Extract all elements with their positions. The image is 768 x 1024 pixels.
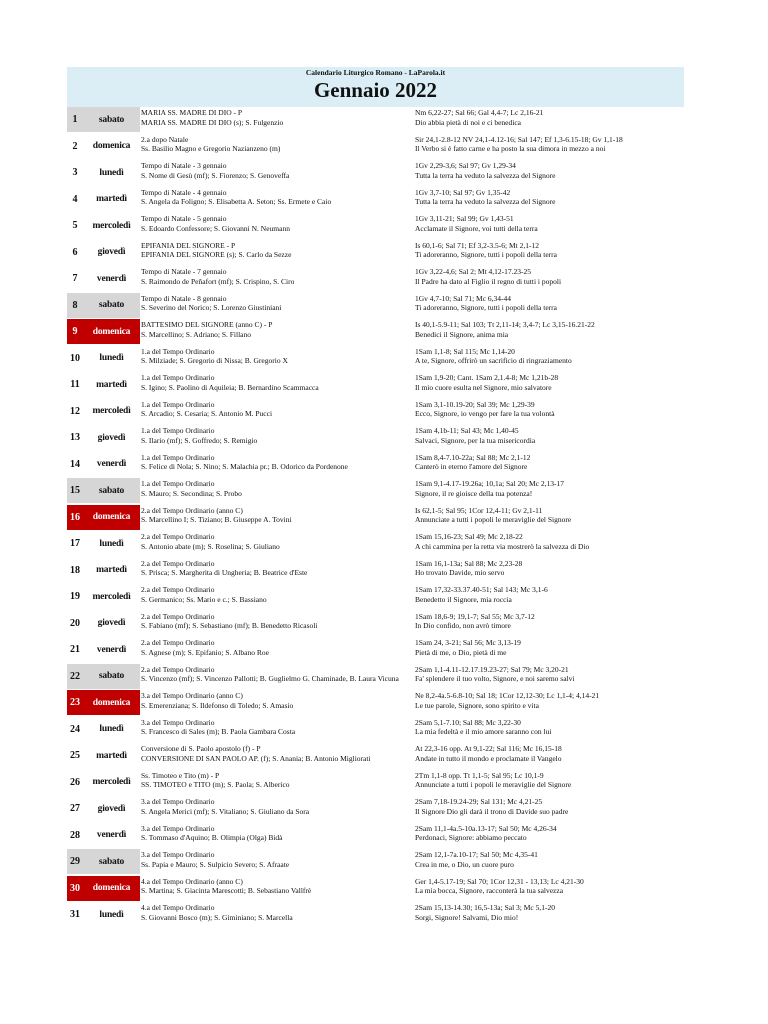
day-row — [67, 319, 684, 346]
celebration-title: Tempo di Natale - 3 gennaio — [141, 161, 227, 170]
psalm-response: Andate in tutto il mondo e proclamate il Vangelo — [415, 753, 562, 763]
celebration-title: 1.a del Tempo Ordinario — [141, 399, 215, 409]
readings-references: 2Sam 12,1-7a.10-17; Sal 50; Mc 4,35-41 — [415, 850, 538, 859]
psalm-response: Tutta la terra ha veduto la salvezza del Signore — [415, 170, 556, 180]
weekday-label: mercoledì — [92, 406, 131, 416]
saints-of-day: S. Severino del Norico; S. Lorenzo Giustiniani — [141, 303, 282, 312]
day-row — [67, 558, 684, 585]
readings-references: 1Sam 17,32-33.37.40-51; Sal 143; Mc 3,1-6 — [415, 585, 548, 594]
readings-references: 1Gv 2,29-3,6; Sal 97; Gv 1,29-34 — [415, 161, 516, 170]
psalm-response: Sorgi, Signore! Salvami, Dio mio! — [415, 912, 519, 922]
day-row — [67, 849, 684, 876]
readings-cell — [415, 718, 690, 737]
weekday-label: venerdì — [96, 459, 127, 469]
readings-cell — [415, 771, 690, 790]
day-number: 19 — [70, 591, 80, 602]
celebration-cell — [141, 638, 413, 657]
day-row — [67, 690, 684, 717]
day-number: 28 — [70, 829, 80, 841]
weekday-label: sabato — [83, 293, 140, 318]
readings-cell — [415, 188, 690, 207]
day-number: 10 — [70, 352, 80, 364]
celebration-cell — [141, 612, 413, 631]
day-number: 21 — [70, 644, 80, 655]
readings-cell — [415, 294, 690, 313]
day-number: 13 — [70, 432, 80, 443]
celebration-title: BATTESIMO DEL SIGNORE (anno C) - P — [141, 320, 273, 329]
celebration-title: 2.a del Tempo Ordinario — [141, 585, 215, 594]
celebration-title: 3.a del Tempo Ordinario (anno C) — [141, 691, 243, 700]
weekday-label: mercoledì — [92, 220, 131, 231]
readings-references: Is 62,1-5; Sal 95; 1Cor 12,4-11; Gv 2,1-11 — [415, 505, 543, 515]
day-number: 3 — [72, 167, 78, 178]
weekday-label: giovedì — [97, 432, 126, 443]
celebration-cell — [141, 426, 413, 445]
day-row — [67, 717, 684, 744]
readings-references: 1Sam 1,9-20; Cant. 1Sam 2,1.4-8; Mc 1,21b-28 — [415, 373, 559, 382]
celebration-title: 1.a del Tempo Ordinario — [141, 452, 215, 462]
celebration-title: 3.a del Tempo Ordinario — [141, 797, 215, 806]
saints-of-day: MARIA SS. MADRE DI DIO (s); S. Fulgenzio — [141, 117, 284, 127]
day-number: 12 — [70, 405, 80, 417]
day-row — [67, 531, 684, 558]
weekday-label: giovedì — [97, 618, 126, 628]
celebration-cell — [141, 877, 413, 896]
saints-of-day: S. Agnese (m); S. Epifanio; S. Albano Roe — [141, 647, 269, 657]
day-row — [67, 240, 684, 267]
day-row — [67, 346, 684, 373]
weekday-label: lunedì — [99, 353, 124, 363]
celebration-cell — [141, 585, 413, 604]
readings-cell — [415, 691, 690, 710]
day-number: 9 — [67, 319, 83, 344]
psalm-response: Crea in me, o Dio, un cuore puro — [415, 859, 514, 869]
weekday-label: giovedì — [97, 803, 126, 814]
day-row — [67, 478, 684, 505]
day-number: 4 — [72, 193, 78, 205]
saints-of-day: S. Martina; S. Giacinta Marescotti; B. Sebastiano Vallfrè — [141, 886, 312, 895]
readings-cell — [415, 347, 690, 366]
day-number: 18 — [70, 564, 80, 576]
weekday-label: domenica — [83, 505, 140, 530]
readings-cell — [415, 850, 690, 869]
readings-references: 2Sam 15,13-14.30; 16,5-13a; Sal 3; Mc 5,1-20 — [415, 903, 555, 912]
readings-cell — [415, 559, 690, 578]
psalm-response: Annunciate a tutti i popoli le meraviglie del Signore — [415, 780, 572, 789]
day-number: 14 — [70, 458, 80, 470]
celebration-title: Tempo di Natale - 4 gennaio — [141, 187, 227, 197]
day-number: 17 — [70, 538, 80, 549]
readings-references: At 22,3-16 opp. At 9,1-22; Sal 116; Mc 16,15-18 — [415, 744, 562, 753]
day-row — [67, 452, 684, 479]
day-number: 5 — [72, 220, 78, 231]
readings-cell — [415, 585, 690, 604]
day-number: 20 — [70, 617, 80, 629]
celebration-title: Tempo di Natale - 7 gennaio — [141, 267, 227, 276]
celebration-title: 4.a del Tempo Ordinario (anno C) — [141, 876, 243, 886]
celebration-cell — [141, 161, 413, 180]
weekday-label: sabato — [83, 664, 140, 689]
day-row — [67, 770, 684, 797]
day-number: 7 — [72, 273, 78, 284]
celebration-title: 2.a del Tempo Ordinario — [141, 532, 215, 541]
day-number: 24 — [70, 723, 80, 735]
day-number: 25 — [70, 750, 80, 761]
celebration-title: 3.a del Tempo Ordinario — [141, 850, 215, 859]
calendar-header — [67, 67, 684, 107]
psalm-response: In Dio confido, non avrò timore — [415, 621, 511, 630]
readings-references: 2Sam 11,1-4a.5-10a.13-17; Sal 50; Mc 4,26-34 — [415, 823, 557, 833]
readings-cell — [415, 426, 690, 445]
weekday-label: giovedì — [97, 247, 126, 257]
celebration-cell — [141, 903, 413, 922]
readings-cell — [415, 744, 690, 763]
celebration-title: 2.a del Tempo Ordinario — [141, 611, 215, 621]
celebration-title: 2.a del Tempo Ordinario (anno C) — [141, 505, 243, 515]
psalm-response: Ti adoreranno, Signore, tutti i popoli della terra — [415, 303, 557, 312]
saints-of-day: S. Tommaso d'Aquino; B. Olimpia (Olga) Bidà — [141, 833, 283, 842]
celebration-cell — [141, 718, 413, 737]
celebration-cell — [141, 294, 413, 313]
readings-references: Is 60,1-6; Sal 71; Ef 3,2-3.5-6; Mt 2,1-12 — [415, 240, 539, 250]
day-number: 27 — [70, 803, 80, 814]
celebration-cell — [141, 559, 413, 578]
readings-cell — [415, 824, 690, 843]
readings-cell — [415, 797, 690, 816]
readings-references: 1Sam 8,4-7.10-22a; Sal 88; Mc 2,1-12 — [415, 452, 531, 462]
psalm-response: Ti adoreranno, Signore, tutti i popoli della terra — [415, 250, 557, 259]
celebration-cell — [141, 267, 413, 286]
readings-references: 1Gv 3,7-10; Sal 97; Gv 1,35-42 — [415, 187, 511, 197]
day-row — [67, 637, 684, 664]
day-row — [67, 425, 684, 452]
saints-of-day: S. Germanico; Ss. Mario e c.; S. Bassiano — [141, 594, 267, 604]
psalm-response: Acclamate il Signore, voi tutti della terra — [415, 223, 538, 233]
celebration-cell — [141, 400, 413, 419]
celebration-cell — [141, 797, 413, 816]
day-number: 1 — [67, 107, 83, 132]
readings-references: 1Sam 1,1-8; Sal 115; Mc 1,14-20 — [415, 346, 515, 356]
day-row — [67, 293, 684, 320]
readings-cell — [415, 108, 690, 127]
calendar-sheet — [67, 67, 684, 929]
psalm-response: Benedetto il Signore, mia roccia — [415, 594, 512, 604]
readings-cell — [415, 665, 690, 684]
readings-references: 1Gv 3,22-4,6; Sal 2; Mt 4,12-17.23-25 — [415, 267, 532, 276]
readings-cell — [415, 267, 690, 286]
celebration-cell — [141, 771, 413, 790]
readings-cell — [415, 373, 690, 392]
day-row — [67, 584, 684, 611]
psalm-response: Fa' splendere il tuo volto, Signore, e noi saremo salvi — [415, 674, 575, 683]
weekday-label: domenica — [92, 141, 131, 151]
readings-references: 1Sam 3,1-10.19-20; Sal 39; Mc 1,29-39 — [415, 399, 535, 409]
month-title: Gennaio 2022 — [313, 78, 438, 102]
day-row — [67, 187, 684, 214]
saints-of-day: S. Arcadio; S. Cesaria; S. Antonio M. Pucci — [141, 409, 273, 418]
saints-of-day: S. Angela Merici (mf); S. Vitaliano; S. Giuliano da Sora — [141, 806, 310, 816]
celebration-title: 2.a del Tempo Ordinario — [141, 558, 215, 568]
psalm-response: Pietà di me, o Dio, pietà di me — [415, 647, 507, 657]
saints-of-day: S. Mauro; S. Secondina; S. Probo — [141, 488, 242, 498]
celebration-cell — [141, 188, 413, 207]
day-number: 11 — [70, 379, 80, 390]
weekday-label: sabato — [83, 478, 140, 503]
celebration-title: 1.a del Tempo Ordinario — [141, 373, 215, 382]
celebration-cell — [141, 665, 413, 684]
readings-references: 1Gv 3,11-21; Sal 99; Gv 1,43-51 — [415, 214, 514, 223]
readings-references: 1Sam 18,6-9; 19,1-7; Sal 55; Mc 3,7-12 — [415, 611, 535, 621]
psalm-response: Le tue parole, Signore, sono spirito e vita — [415, 700, 539, 710]
day-row — [67, 213, 684, 240]
weekday-label: sabato — [83, 849, 140, 874]
day-row — [67, 399, 684, 426]
readings-cell — [415, 479, 690, 498]
psalm-response: Ecco, Signore, io vengo per fare la tua volontà — [415, 409, 555, 418]
saints-of-day: EPIFANIA DEL SIGNORE (s); S. Carlo da Sezze — [141, 250, 292, 259]
celebration-cell — [141, 453, 413, 472]
readings-references: 1Sam 15,16-23; Sal 49; Mc 2,18-22 — [415, 532, 523, 541]
day-number: 8 — [67, 293, 83, 318]
readings-cell — [415, 903, 690, 922]
celebration-title: Conversione di S. Paolo apostolo (f) - P — [141, 744, 261, 753]
psalm-response: Tutta la terra ha veduto la salvezza del Signore — [415, 197, 556, 206]
weekday-label: venerdì — [96, 830, 127, 840]
saints-of-day: Ss. Papia e Mauro; S. Sulpicio Severo; S. Afraate — [141, 859, 290, 869]
day-row — [67, 611, 684, 638]
readings-references: 1Sam 24, 3-21; Sal 56; Mc 3,13-19 — [415, 638, 521, 647]
readings-cell — [415, 400, 690, 419]
weekday-label: venerdì — [96, 644, 127, 655]
celebration-title: 2.a dopo Natale — [141, 134, 189, 144]
psalm-response: A chi cammina per la retta via mostrerò la salvezza di Dio — [415, 541, 590, 551]
celebration-cell — [141, 506, 413, 525]
saints-of-day: Ss. Basilio Magno e Gregorio Nazianzeno (m) — [141, 144, 281, 153]
day-number: 2 — [72, 140, 78, 152]
psalm-response: Il Verbo si è fatto carne e ha posto la sua dimora in mezzo a noi — [415, 144, 606, 153]
saints-of-day: S. Milziade; S. Gregorio di Nissa; B. Gregorio X — [141, 356, 288, 365]
celebration-cell — [141, 347, 413, 366]
psalm-response: Canterò in eterno l'amore del Signore — [415, 462, 528, 471]
psalm-response: Il mio cuore esulta nel Signore, mio salvatore — [415, 382, 552, 392]
weekday-label: lunedì — [99, 538, 124, 549]
saints-of-day: S. Fabiano (mf); S. Sebastiano (mf); B. Benedetto Ricasoli — [141, 621, 318, 630]
weekday-label: venerdì — [96, 273, 127, 284]
day-row — [67, 743, 684, 770]
celebration-title: EPIFANIA DEL SIGNORE - P — [141, 240, 236, 250]
weekday-label: mercoledì — [92, 591, 131, 602]
day-row — [67, 664, 684, 691]
readings-cell — [415, 214, 690, 233]
psalm-response: Salvaci, Signore, per la tua misericordia — [415, 435, 536, 445]
celebration-title: 1.a del Tempo Ordinario — [141, 346, 215, 356]
celebration-cell — [141, 479, 413, 498]
readings-cell — [415, 612, 690, 631]
weekday-label: sabato — [83, 107, 140, 132]
saints-of-day: S. Francesco di Sales (m); B. Paola Gambara Costa — [141, 727, 296, 736]
saints-of-day: S. Angela da Foligno; S. Elisabetta A. Seton; Ss. Ermete e Caio — [141, 197, 332, 206]
weekday-label: martedì — [96, 379, 127, 390]
readings-cell — [415, 638, 690, 657]
psalm-response: Annunciate a tutti i popoli le meraviglie del Signore — [415, 515, 572, 524]
day-row — [67, 823, 684, 850]
day-number: 31 — [70, 909, 80, 920]
readings-cell — [415, 506, 690, 525]
psalm-response: La mia bocca, Signore, racconterà la tua salvezza — [415, 886, 564, 895]
readings-references: 2Sam 7,18-19.24-29; Sal 131; Mc 4,21-25 — [415, 797, 543, 806]
saints-of-day: S. Ilario (mf); S. Goffredo; S. Remigio — [141, 435, 258, 445]
celebration-cell — [141, 135, 413, 154]
day-row — [67, 266, 684, 293]
celebration-cell — [141, 744, 413, 763]
celebration-title: Ss. Timoteo e Tito (m) - P — [141, 770, 220, 780]
celebration-cell — [141, 691, 413, 710]
readings-references: Sir 24,1-2.8-12 NV 24,1-4.12-16; Sal 147; Ef 1,3-6.15-18; Gv 1,1-18 — [415, 134, 623, 144]
day-number: 30 — [67, 876, 83, 901]
saints-of-day: S. Antonio abate (m); S. Roselina; S. Giuliano — [141, 541, 280, 551]
readings-cell — [415, 135, 690, 154]
saints-of-day: S. Raimondo de Peñafort (mf); S. Crispino, S. Ciro — [141, 276, 295, 286]
day-number: 29 — [67, 849, 83, 874]
celebration-title: 2.a del Tempo Ordinario — [141, 638, 215, 647]
weekday-label: domenica — [83, 876, 140, 901]
readings-references: Ne 8,2-4a.5-6.8-10; Sal 18; 1Cor 12,12-30; Lc 1,1-4; 4,14-21 — [415, 691, 600, 700]
readings-references: Ger 1,4-5.17-19; Sal 70; 1Cor 12,31 - 13,13; Lc 4,21-30 — [415, 876, 584, 886]
readings-cell — [415, 161, 690, 180]
weekday-label: martedì — [96, 565, 127, 575]
psalm-response: Signore, il re gioisce della tua potenza! — [415, 488, 533, 498]
psalm-response: Il Signore Dio gli darà il trono di Davide suo padre — [415, 806, 569, 816]
celebration-title: 1.a del Tempo Ordinario — [141, 479, 215, 488]
saints-of-day: S. Nome di Gesù (mf); S. Fiorenzo; S. Genoveffa — [141, 170, 290, 180]
day-number: 6 — [72, 246, 78, 258]
celebration-cell — [141, 320, 413, 339]
day-row — [67, 134, 684, 161]
day-number: 23 — [67, 690, 83, 715]
saints-of-day: S. Marcellino; S. Adriano; S. Fillano — [141, 329, 251, 339]
celebration-cell — [141, 214, 413, 233]
celebration-cell — [141, 850, 413, 869]
day-number: 26 — [70, 776, 80, 788]
day-row — [67, 372, 684, 399]
readings-cell — [415, 320, 690, 339]
saints-of-day: CONVERSIONE DI SAN PAOLO AP. (f); S. Anania; B. Antonio Migliorati — [141, 753, 371, 763]
saints-of-day: SS. TIMOTEO e TITO (m); S. Paola; S. Alberico — [141, 780, 290, 789]
celebration-title: 4.a del Tempo Ordinario — [141, 903, 215, 912]
day-number: 16 — [67, 505, 83, 530]
celebration-title: 3.a del Tempo Ordinario — [141, 717, 215, 727]
readings-cell — [415, 241, 690, 260]
weekday-label: domenica — [83, 690, 140, 715]
psalm-response: La mia fedeltà e il mio amore saranno con lui — [415, 727, 552, 736]
celebration-title: Tempo di Natale - 5 gennaio — [141, 214, 227, 223]
day-row — [67, 796, 684, 823]
saints-of-day: S. Vincenzo (mf); S. Vincenzo Pallotti; B. Guglielmo G. Chaminade, B. Laura Vicuna — [141, 674, 399, 683]
day-row — [67, 107, 684, 134]
readings-cell — [415, 877, 690, 896]
day-row — [67, 902, 684, 929]
weekday-label: martedì — [96, 750, 127, 761]
readings-references: Nm 6,22-27; Sal 66; Gal 4,4-7; Lc 2,16-21 — [415, 108, 544, 117]
weekday-label: lunedì — [99, 909, 124, 920]
psalm-response: Perdonaci, Signore: abbiamo peccato — [415, 833, 527, 842]
saints-of-day: S. Marcellino I; S. Tiziano; B. Giuseppe A. Tovini — [141, 515, 292, 524]
readings-references: 2Sam 5,1-7.10; Sal 88; Mc 3,22-30 — [415, 717, 521, 727]
saints-of-day: S. Edoardo Confessore; S. Giovanni N. Neumann — [141, 223, 290, 233]
readings-references: 1Sam 4,1b-11; Sal 43; Mc 1,40-45 — [415, 426, 519, 435]
readings-references: 1Gv 4,7-10; Sal 71; Mc 6,34-44 — [415, 293, 512, 303]
saints-of-day: S. Igino; S. Paolino di Aquileia; B. Bernardino Scammacca — [141, 382, 319, 392]
day-number: 15 — [67, 478, 83, 503]
celebration-title: 3.a del Tempo Ordinario — [141, 823, 215, 833]
readings-references: 1Sam 9,1-4.17-19.26a; 10,1a; Sal 20; Mc 2,13-17 — [415, 479, 564, 488]
readings-references: 1Sam 16,1-13a; Sal 88; Mc 2,23-28 — [415, 558, 523, 568]
celebration-cell — [141, 532, 413, 551]
readings-cell — [415, 532, 690, 551]
weekday-label: lunedì — [99, 167, 124, 178]
celebration-title: 2.a del Tempo Ordinario — [141, 664, 215, 674]
saints-of-day: S. Prisca; S. Margherita di Ungheria; B. Beatrice d'Este — [141, 568, 308, 577]
day-number: 22 — [67, 664, 83, 689]
day-row — [67, 160, 684, 187]
psalm-response: Ho trovato Davide, mio servo — [415, 568, 505, 577]
psalm-response: A te, Signore, offrirò un sacrificio di ringraziamento — [415, 356, 572, 365]
weekday-label: mercoledì — [92, 777, 131, 787]
psalm-response: Benedici il Signore, anima mia — [415, 329, 509, 339]
celebration-cell — [141, 824, 413, 843]
celebration-cell — [141, 108, 413, 127]
saints-of-day: S. Felice di Nola; S. Nino; S. Malachia pr.; B. Odorico da Pordenone — [141, 462, 348, 471]
day-row — [67, 876, 684, 903]
saints-of-day: S. Emerenziana; S. Ildefonso di Toledo; S. Amasio — [141, 700, 294, 710]
saints-of-day: S. Giovanni Bosco (m); S. Giminiano; S. Marcella — [141, 912, 293, 922]
readings-references: 2Sam 1,1-4.11-12.17.19.23-27; Sal 79; Mc 3,20-21 — [415, 664, 569, 674]
weekday-label: lunedì — [99, 724, 124, 734]
celebration-title: Tempo di Natale - 8 gennaio — [141, 293, 227, 303]
celebration-cell — [141, 373, 413, 392]
day-list — [67, 107, 684, 929]
celebration-cell — [141, 241, 413, 260]
psalm-response: Dio abbia pietà di noi e ci benedica — [415, 117, 521, 127]
header-subtitle: Calendario Liturgico Romano - LaParola.it — [305, 68, 446, 77]
celebration-title: MARIA SS. MADRE DI DIO - P — [141, 108, 243, 117]
readings-cell — [415, 453, 690, 472]
celebration-title: 1.a del Tempo Ordinario — [141, 426, 215, 435]
weekday-label: domenica — [83, 319, 140, 344]
readings-references: Is 40,1-5.9-11; Sal 103; Tt 2,11-14; 3,4-7; Lc 3,15-16.21-22 — [415, 320, 595, 329]
day-row — [67, 505, 684, 532]
readings-references: 2Tm 1,1-8 opp. Tt 1,1-5; Sal 95; Lc 10,1-9 — [415, 770, 544, 780]
weekday-label: martedì — [96, 194, 127, 204]
psalm-response: Il Padre ha dato al Figlio il regno di tutti i popoli — [415, 276, 562, 286]
